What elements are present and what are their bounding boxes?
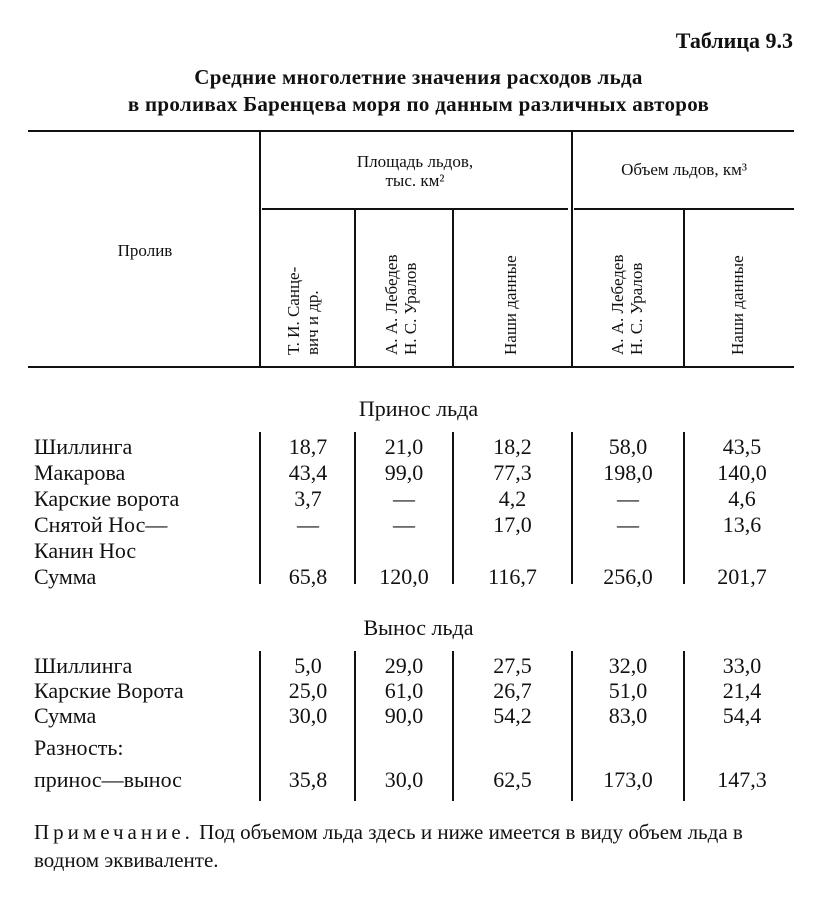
table-cell: 25,0 [288,678,328,703]
table-cell: 32,0 [608,653,648,678]
table-cell: 27,5 [493,653,532,678]
table-cell: 5,0 [294,653,322,678]
row-label: Разность: [34,735,124,760]
header-divider-groups [571,132,573,366]
header-col4-line2: Н. С. Уралов [627,262,646,355]
table-cell: 256,0 [603,564,653,589]
header-col1-line2: вич и др. [303,290,322,355]
header-col4 [608,255,646,355]
table-cell: 77,3 [493,460,532,485]
table-cell: 120,0 [379,564,429,589]
table-title-line-1: Средние многолетние значения расходов льда [194,65,643,89]
note-label: Примечание. [34,820,194,844]
table-cell: 198,0 [603,460,653,485]
table-cell: — [617,486,639,511]
header-col2-line2: Н. С. Уралов [401,262,420,355]
table-cell: 116,7 [488,564,537,589]
header-divider-col5 [683,210,685,366]
section-title-outflow: Вынос льда [363,615,474,640]
header-col3-text: Наши данные [501,255,520,355]
header-col2 [382,255,420,355]
table-cell: 43,5 [722,434,762,459]
table-cell: — [393,512,415,537]
table-cell: 83,0 [608,703,648,728]
header-col3 [501,255,520,355]
table-cell: 18,2 [493,434,532,459]
table-cell: 54,2 [493,703,532,728]
table-top-rule [28,130,794,132]
row-label: Макарова [34,460,126,485]
section-title-inflow: Принос льда [358,396,479,421]
table-cell: — [297,512,319,537]
table-cell: 26,7 [493,678,532,703]
table-cell: 62,5 [493,767,532,792]
header-divider-col2 [354,210,356,366]
header-col4-line1: А. А. Лебедев [608,254,627,355]
table-cell: 140,0 [717,460,767,485]
table-number: Таблица 9.3 [675,28,793,53]
row-label: Сумма [34,564,97,589]
table-cell: 173,0 [603,767,653,792]
row-label: Карские Ворота [34,678,184,703]
header-col2-line1: А. А. Лебедев [382,254,401,355]
table-cell: 18,7 [288,434,328,459]
table-title-line-2: в проливах Баренцева моря по данным различных авторов [127,92,710,116]
table-cell: 4,2 [498,486,527,511]
row-label: Шиллинга [34,434,133,459]
table-cell: — [617,512,639,537]
table-cell: 30,0 [384,767,424,792]
header-col1-line1: Т. И. Санце- [284,266,303,355]
table-cell: 54,4 [722,703,762,728]
table-cell: 13,6 [722,512,762,537]
header-bottom-rule [28,366,794,368]
table-cell: 58,0 [608,434,648,459]
table-cell: 35,8 [288,767,328,792]
header-area-group-line1: Площадь льдов, [356,152,474,171]
table-cell: 21,0 [384,434,424,459]
header-col5-text: Наши данные [728,255,747,355]
row-label: Шиллинга [34,653,133,678]
table-cell: 43,4 [288,460,328,485]
header-col5 [728,255,747,355]
note-text: Под объемом льда здесь и ниже имеется в виду объем льда в водном эквиваленте. [34,820,743,872]
table-cell: 4,6 [728,486,756,511]
table-cell: 30,0 [288,703,328,728]
header-strait: Пролив [117,241,173,260]
body-sep-1a [259,432,261,584]
header-volume-group: Объем льдов, км³ [621,160,747,179]
header-col1 [284,267,322,355]
row-label: Карские ворота [34,486,180,511]
table-cell: 61,0 [384,678,424,703]
table-note [34,818,801,874]
table-cell: 3,7 [294,486,322,511]
table-cell: 99,0 [384,460,424,485]
header-divider-strait [259,132,261,366]
row-label: Сумма [34,703,97,728]
table-cell: — [393,486,415,511]
row-label: принос—вынос [34,767,182,792]
table-cell: 147,3 [717,767,767,792]
row-label: Канин Нос [34,538,137,563]
body-sep-1b [259,651,261,801]
table-cell: 17,0 [493,512,532,537]
table-cell: 29,0 [384,653,424,678]
table-cell: 201,7 [717,564,767,589]
header-area-group-line2: тыс. км² [385,171,445,190]
table-cell: 33,0 [722,653,762,678]
row-label: Снятой Нос— [34,512,168,537]
table-cell: 65,8 [288,564,328,589]
header-divider-col3 [452,210,454,366]
table-cell: 90,0 [384,703,424,728]
table-cell: 21,4 [722,678,762,703]
area-group-rule [262,208,568,210]
table-cell: 51,0 [608,678,648,703]
